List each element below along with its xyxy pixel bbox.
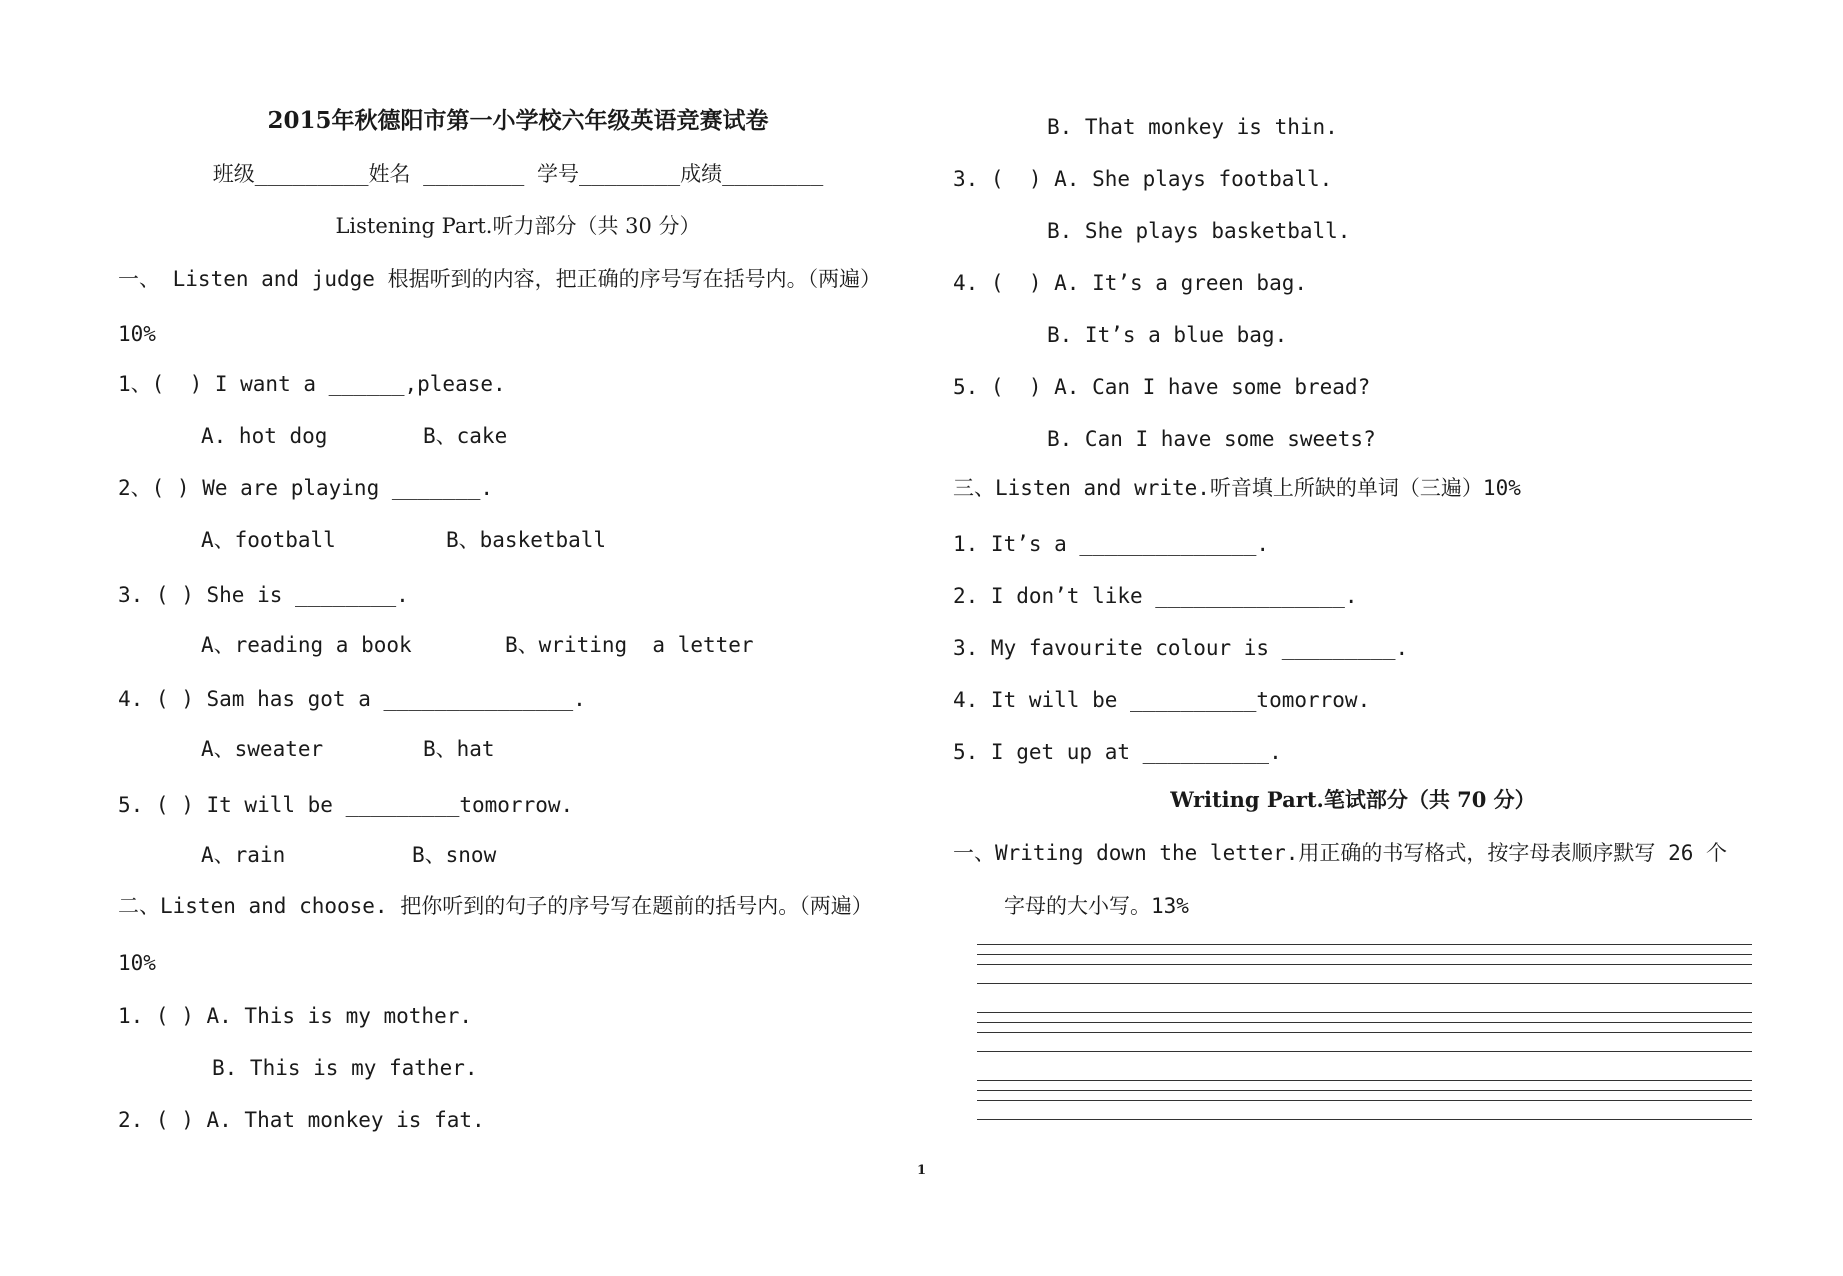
option-a: A. hot dog (201, 424, 328, 448)
option-a: A、football (201, 528, 336, 552)
writing-section1-subtitle: 字母的大小写。13% (1004, 894, 1189, 918)
writing-heading: Writing Part.笔试部分（共 70 分） (1170, 787, 1536, 812)
choose-question-5: 5. ( ) A. Can I have some bread? (953, 375, 1371, 399)
write-item-4: 4. It will be __________tomorrow. (953, 688, 1371, 712)
option-b: B、snow (412, 843, 497, 867)
choose-option-b: B. This is my father. (212, 1056, 478, 1080)
question-2: 2、( ) We are playing _______. (118, 476, 494, 500)
option-a: A、sweater (201, 737, 324, 761)
choose-question-1: 1. ( ) A. This is my mother. (118, 1004, 473, 1028)
page-title: 2015年秋德阳市第一小学校六年级英语竞赛试卷 (267, 107, 769, 134)
option-b: B、cake (423, 424, 508, 448)
student-info-line: 班级_________姓名 ________ 学号________成绩________ (212, 162, 824, 186)
choose-option-b: B. That monkey is thin. (1047, 115, 1338, 139)
write-item-3: 3. My favourite colour is _________. (953, 636, 1409, 660)
option-b: B、hat (423, 737, 495, 761)
option-a: A、rain (201, 843, 286, 867)
section3-title: 三、Listen and write.听音填上所缺的单词（三遍）10% (953, 476, 1521, 500)
question-1: 1、( ) I want a ______,please. (118, 372, 506, 396)
choose-option-b: B. She plays basketball. (1047, 219, 1351, 243)
page-number: 1 (916, 1163, 927, 1178)
option-b: B、basketball (446, 528, 607, 552)
section2-title: 二、Listen and choose. 把你听到的句子的序号写在题前的括号内。（两遍） (118, 894, 873, 918)
writing-section1-title: 一、Writing down the letter.用正确的书写格式，按字母表顺序默写 26 个 (953, 841, 1728, 865)
choose-question-2: 2. ( ) A. That monkey is fat. (118, 1108, 485, 1132)
option-a: A、reading a book (201, 633, 412, 657)
question-4: 4. ( ) Sam has got a _______________. (118, 687, 586, 711)
write-item-5: 5. I get up at __________. (953, 740, 1282, 764)
choose-question-4: 4. ( ) A. It’s a green bag. (953, 271, 1308, 295)
choose-option-b: B. It’s a blue bag. (1047, 323, 1288, 347)
section2-score: 10% (118, 951, 156, 975)
section1-score: 10% (118, 322, 156, 346)
choose-question-3: 3. ( ) A. She plays football. (953, 167, 1333, 191)
write-item-2: 2. I don’t like _______________. (953, 584, 1358, 608)
write-item-1: 1. It’s a ______________. (953, 532, 1270, 556)
question-3: 3. ( ) She is ________. (118, 583, 409, 607)
choose-option-b: B. Can I have some sweets? (1047, 427, 1376, 451)
question-5: 5. ( ) It will be _________tomorrow. (118, 793, 574, 817)
option-b: B、writing a letter (505, 633, 754, 657)
section1-title: 一、 Listen and judge 根据听到的内容，把正确的序号写在括号内。（两遍） (118, 267, 882, 291)
listening-heading: Listening Part.听力部分（共 30 分） (335, 214, 701, 238)
